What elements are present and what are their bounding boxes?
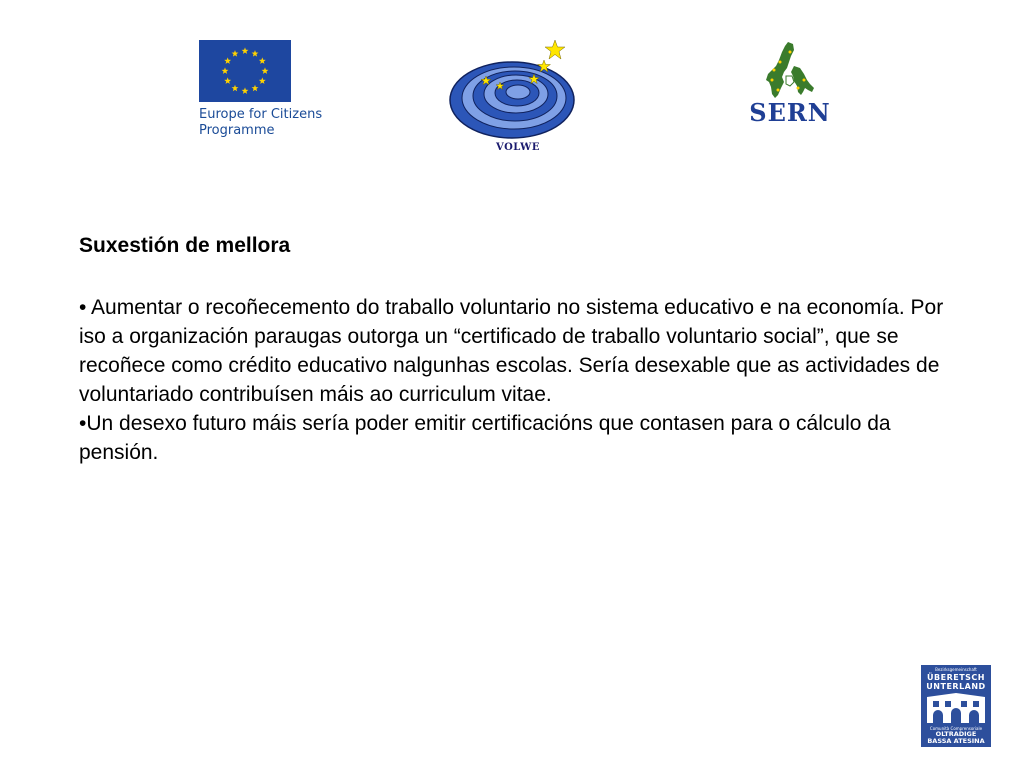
spacer — [79, 260, 959, 293]
eu-logo — [199, 40, 349, 150]
footer-logo-line2: ÜBERETSCH — [927, 673, 985, 682]
building-icon — [925, 693, 987, 725]
europe-map-icon — [760, 40, 820, 100]
spiral-stars-icon — [448, 38, 590, 142]
footer-logo-line6: BASSA ATESINA — [927, 737, 985, 745]
footer-logo-line3: UNTERLAND — [926, 682, 986, 691]
paragraph-1: • Aumentar o recoñecemento do traballo voluntario no sistema educativo e na economía. Por iso a organización paraugas outorga un “certificado de traballo voluntario social”, que se recoñece como crédito educativo nalgunhas escolas. Sería desexable que as actividades de voluntariado contribuísen máis ao curriculum vitae. — [79, 296, 944, 406]
footer-logo — [921, 665, 991, 747]
paragraph-2: •Un desexo futuro máis sería poder emitir certificacións que contasen para o cálculo da pensión. — [79, 412, 891, 464]
content-body — [79, 231, 959, 467]
footer-logo-line5: OLTRADIGE — [935, 730, 977, 738]
eu-caption-line1: Europe for Citizens — [199, 107, 323, 122]
eu-flag-icon — [199, 40, 291, 102]
volwe-logo — [448, 38, 590, 158]
footer-logo-line1: Bezirksgemeinschaft — [935, 667, 977, 672]
eu-caption-line2: Programme — [199, 123, 275, 138]
heading: Suxestión de mellora — [79, 234, 291, 257]
footer-logo-line4: Comunità Comprensoriale — [929, 726, 983, 731]
sern-label: SERN — [749, 98, 831, 127]
sern-logo — [744, 40, 836, 130]
eu-caption — [199, 107, 349, 139]
volwe-label: VOLWE — [496, 142, 540, 153]
